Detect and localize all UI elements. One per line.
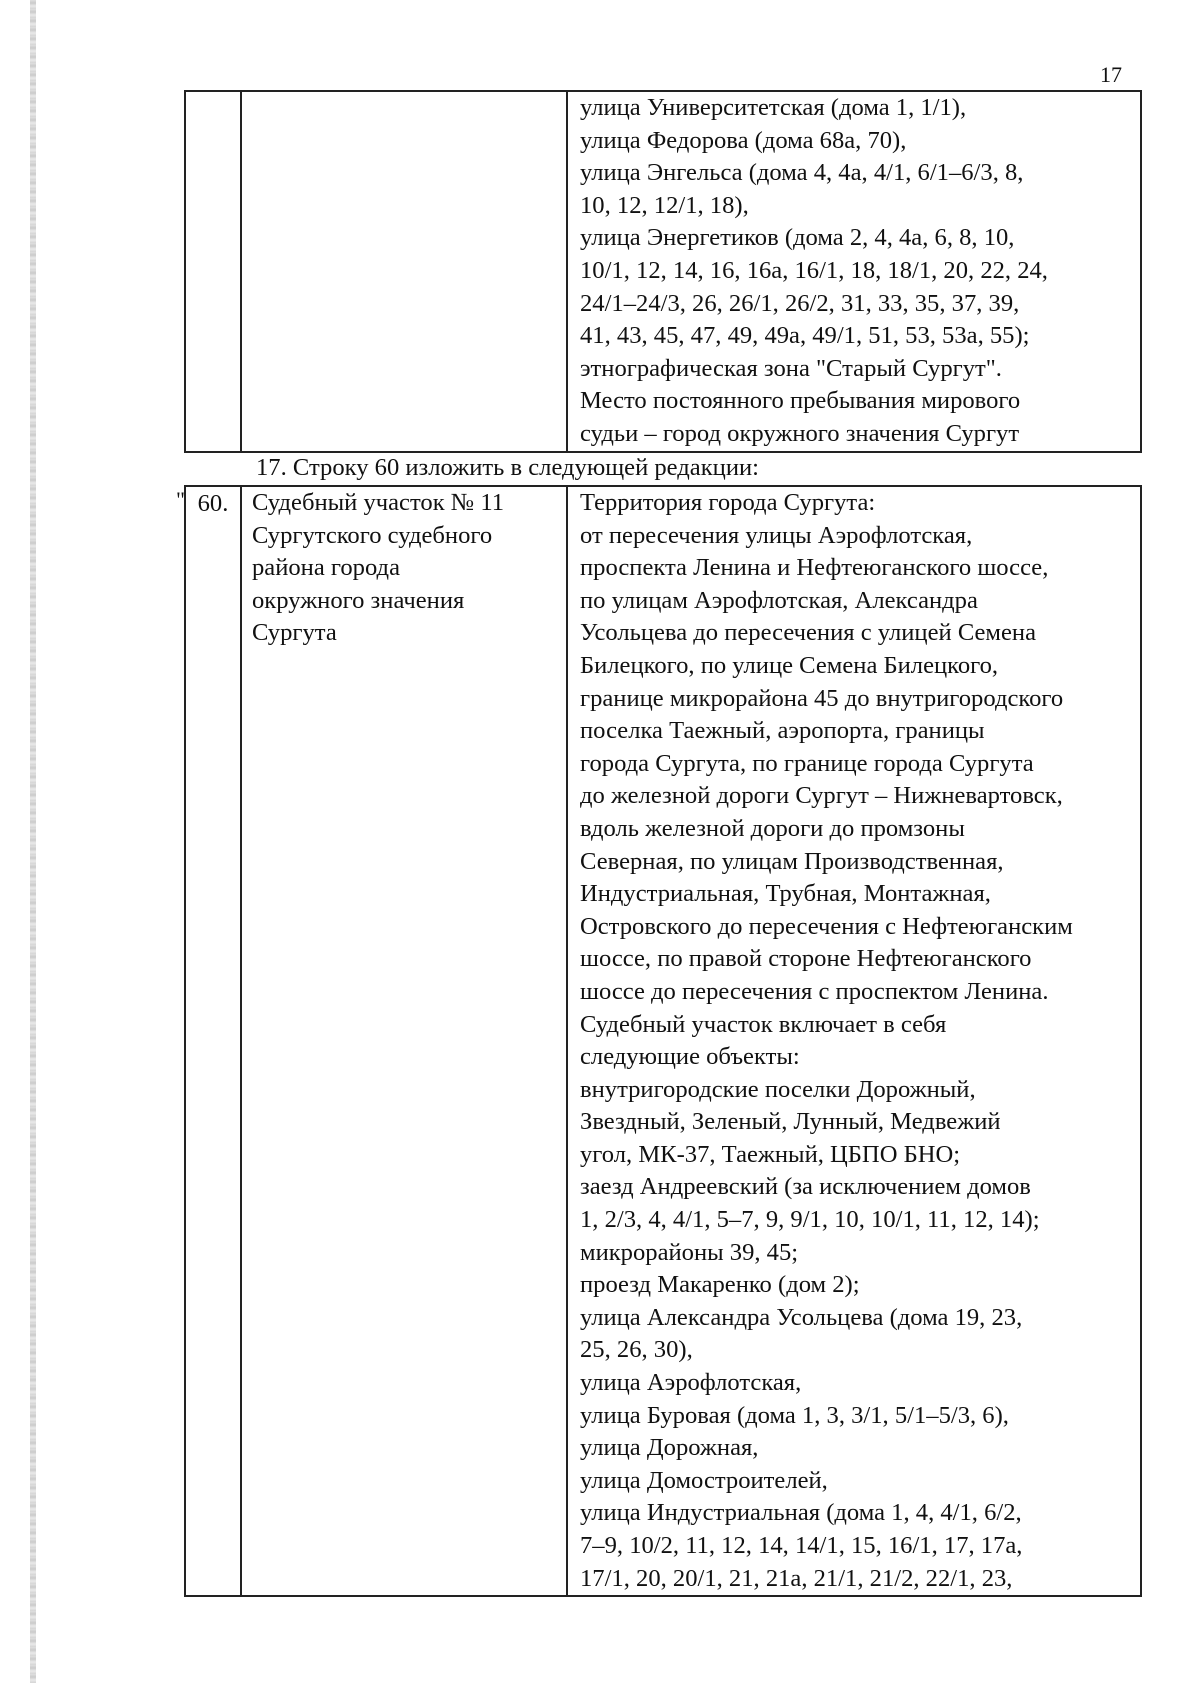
table-row	[185, 486, 1141, 1596]
text-line: улица Индустриальная (дома 1, 4, 4/1, 6/2,	[580, 1499, 1022, 1527]
text-line: Территория города Сургута:	[580, 489, 876, 516]
text-line: 25, 26, 30),	[580, 1336, 693, 1364]
territory-text	[568, 92, 1140, 451]
scan-edge-artifact	[30, 0, 36, 1683]
court-name-cell-empty	[241, 91, 567, 452]
text-line: поселка Таежный, аэропорта, границы	[580, 717, 985, 745]
text-line: до железной дороги Сургут – Нижневартовск,	[580, 782, 1063, 810]
top-table-continuation	[184, 90, 1142, 453]
text-line: 1, 2/3, 4, 4/1, 5–7, 9, 9/1, 10, 10/1, 11, 12, 14);	[580, 1206, 1040, 1234]
text-line: Звездный, Зеленый, Лунный, Медвежий	[580, 1108, 1001, 1136]
text-line: микрорайоны 39, 45;	[580, 1238, 799, 1266]
text-line: Билецкого, по улице Семена Билецкого,	[580, 651, 999, 679]
text-line: улица Буровая (дома 1, 3, 3/1, 5/1–5/3, 6),	[580, 1401, 1009, 1429]
row-60-table	[184, 485, 1142, 1597]
text-line: улица Энгельса (дома 4, 4а, 4/1, 6/1–6/3, 8,	[580, 159, 1024, 187]
text-line: шоссе до пересечения с проспектом Ленина.	[580, 977, 1049, 1005]
amendment-instruction: 17. Строку 60 изложить в следующей редакции:	[256, 454, 759, 481]
text-line: улица Университетская (дома 1, 1/1),	[580, 94, 967, 121]
text-line: 24/1–24/3, 26, 26/1, 26/2, 31, 33, 35, 37, 39,	[580, 289, 1020, 317]
text-line: границе микрорайона 45 до внутригородского	[580, 684, 1064, 712]
text-line: шоссе, по правой стороне Нефтеюганского	[580, 945, 1032, 973]
text-line: улица Федорова (дома 68а, 70),	[580, 126, 907, 154]
territory-cell	[567, 486, 1141, 1596]
text-line: Индустриальная, Трубная, Монтажная,	[580, 880, 991, 908]
text-line: улица Александра Усольцева (дома 19, 23,	[580, 1303, 1023, 1331]
text-line: Островского до пересечения с Нефтеюганским	[580, 912, 1073, 940]
text-line: 17/1, 20, 20/1, 21, 21а, 21/1, 21/2, 22/1, 23,	[580, 1564, 1013, 1592]
territory-cell	[567, 91, 1141, 452]
court-name-text	[242, 487, 566, 650]
text-line: 41, 43, 45, 47, 49, 49а, 49/1, 51, 53, 53а, 55);	[580, 322, 1030, 350]
text-line: проспекта Ленина и Нефтеюганского шоссе,	[580, 554, 1049, 582]
text-line: внутригородские поселки Дорожный,	[580, 1075, 976, 1103]
text-line: от пересечения улицы Аэрофлотская,	[580, 521, 973, 549]
text-line: улица Домостроителей,	[580, 1466, 828, 1494]
page-number: 17	[1100, 62, 1122, 87]
text-line: Судебный участок № 11	[252, 489, 505, 516]
text-line: заезд Андреевский (за исключением домов	[580, 1173, 1031, 1201]
text-line: Сургута	[252, 619, 337, 647]
text-line: этнографическая зона "Старый Сургут".	[580, 354, 1002, 382]
text-line: Сургутского судебного	[252, 521, 493, 549]
text-line: города Сургута, по границе города Сургута	[580, 749, 1034, 777]
text-line: окружного значения	[252, 586, 465, 614]
row-number-cell	[185, 486, 241, 1596]
text-line: проезд Макаренко (дом 2);	[580, 1271, 860, 1299]
text-line: следующие объекты:	[580, 1043, 800, 1071]
opening-quote-mark: "	[176, 487, 185, 512]
text-line: Усольцева до пересечения с улицей Семена	[580, 619, 1036, 647]
text-line: Судебный участок включает в себя	[580, 1010, 947, 1038]
text-line: Место постоянного пребывания мирового	[580, 387, 1021, 415]
text-line: 10, 12, 12/1, 18),	[580, 191, 749, 219]
text-line: Северная, по улицам Производственная,	[580, 847, 1004, 875]
row-number: 60.	[197, 490, 229, 517]
row-number-cell-empty	[185, 91, 241, 452]
text-line: угол, МК-37, Таежный, ЦБПО БНО;	[580, 1140, 961, 1168]
text-line: улица Дорожная,	[580, 1434, 759, 1462]
text-line: по улицам Аэрофлотская, Александра	[580, 586, 978, 614]
text-line: улица Энергетиков (дома 2, 4, 4а, 6, 8, 10,	[580, 224, 1015, 252]
court-name-cell	[241, 486, 567, 1596]
text-line: судьи – город окружного значения Сургут	[580, 419, 1020, 447]
text-line: улица Аэрофлотская,	[580, 1369, 802, 1397]
text-line: 10/1, 12, 14, 16, 16а, 16/1, 18, 18/1, 20, 22, 24,	[580, 256, 1048, 284]
territory-text	[568, 487, 1140, 1595]
table-row	[185, 91, 1141, 452]
text-line: 7–9, 10/2, 11, 12, 14, 14/1, 15, 16/1, 17, 17а,	[580, 1532, 1023, 1559]
text-line: вдоль железной дороги до промзоны	[580, 814, 965, 842]
text-line: района города	[252, 554, 400, 582]
